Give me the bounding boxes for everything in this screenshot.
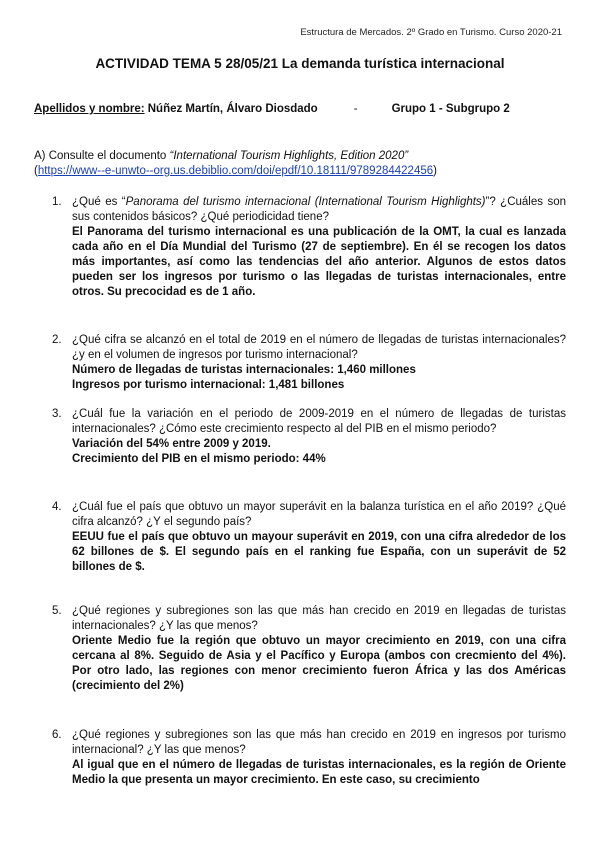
question-text: ¿Qué cifra se alcanzó en el total de 2019 en el número de llegadas de turistas internacionales? ¿y en el volumen de ingresos por turismo internacional?	[72, 334, 566, 361]
answer-line: Número de llegadas de turistas internacionales: 1,460 millones	[72, 364, 416, 376]
answer-line: Crecimiento del PIB en el mismo periodo: 44%	[72, 453, 326, 465]
intro-doc-title: “International Tourism Highlights, Edition 2020”	[169, 150, 409, 162]
student-group: Grupo 1 - Subgrupo 2	[391, 103, 510, 115]
question-number: 5.	[52, 605, 62, 617]
question-item	[52, 500, 566, 575]
link-close-paren: )	[433, 165, 437, 177]
question-number: 3.	[52, 408, 62, 420]
question-item	[52, 728, 566, 788]
student-name: Núñez Martín, Álvaro Diosdado	[144, 103, 318, 115]
question-text: ¿Cuál fue la variación en el periodo de 2009-2019 en el número de llegadas de turistas internacionales? ¿Cómo este crecimiento respecto al del PIB en el mismo periodo?	[72, 408, 566, 435]
intro-prefix: A) Consulte el documento	[34, 150, 170, 162]
course-note: Estructura de Mercados. 2º Grado en Turismo. Curso 2020-21	[300, 27, 562, 38]
answer-text: Al igual que en el número de llegadas de turistas internacionales, es la región de Oriente Medio la que presenta un mayor crecimiento. En este caso, su crecimiento	[72, 759, 566, 786]
link-open-paren: (	[34, 165, 38, 177]
document-link[interactable]: https://www--e-unwto--org.us.debiblio.com/doi/epdf/10.18111/9789284422456	[37, 165, 434, 177]
question-number: 2.	[52, 334, 62, 346]
separator: -	[353, 103, 358, 115]
answer-text: Oriente Medio fue la región que obtuvo un mayor crecimiento en 2019, con una cifra cercana al 8%. Seguido de Asia y el Pacífico y Europa (ambos con crecmiento del 4%). Por otro lado, las regiones con menor crecimiento fueron África y las dos Américas (crecimiento del 2%)	[72, 635, 566, 692]
student-line	[34, 103, 574, 115]
intro-paragraph	[34, 149, 564, 179]
question-number: 1.	[52, 196, 62, 208]
question-item	[52, 407, 566, 467]
question-number: 6.	[52, 729, 62, 741]
question-text: ¿Qué regiones y subregiones son las que más han crecido en 2019 en ingresos por turismo internacional? ¿Y las que menos?	[72, 729, 566, 756]
question-item	[52, 604, 566, 694]
question-text: ¿Qué regiones y subregiones son las que más han crecido en 2019 en llegadas de turistas internacionales? ¿Y las que menos?	[72, 605, 566, 632]
answer-text: El Panorama del turismo internacional es una publicación de la OMT, la cual es lanzada cada año en el Día Mundial del Turismo (27 de septiembre). En él se recogen los datos más importantes, así como las tendencias del año anterior. Algunos de estos datos pueden ser los ingresos por turismo o las llegadas de turistas internacionales, entre otros. Su precocidad es de 1 año.	[72, 226, 566, 298]
question-text: ¿Qué es “Panorama del turismo internacional (International Tourism Highlights)”? ¿Cuáles son sus contenidos básicos? ¿Qué periodicidad tiene?	[72, 196, 566, 223]
document-title: ACTIVIDAD TEMA 5 28/05/21 La demanda turística internacional	[95, 56, 505, 71]
answer-text: EEUU fue el país que obtuvo un mayour superávit en 2019, con una cifra alrededor de los 62 billones de $. El segundo país en el ranking fue España, con un superávit de 52 billones de $.	[72, 531, 566, 573]
question-text: ¿Cuál fue el país que obtuvo un mayor superávit en la balanza turística en el año 2019? ¿Qué cifra alcanzó? ¿Y el segundo país?	[72, 501, 566, 528]
answer-line: Variación del 54% entre 2009 y 2019.	[72, 438, 271, 450]
answer-line: Ingresos por turismo internacional: 1,481 billones	[72, 379, 345, 391]
question-number: 4.	[52, 501, 62, 513]
student-name-label: Apellidos y nombre:	[34, 103, 145, 115]
question-item	[52, 195, 566, 300]
question-item	[52, 333, 566, 393]
